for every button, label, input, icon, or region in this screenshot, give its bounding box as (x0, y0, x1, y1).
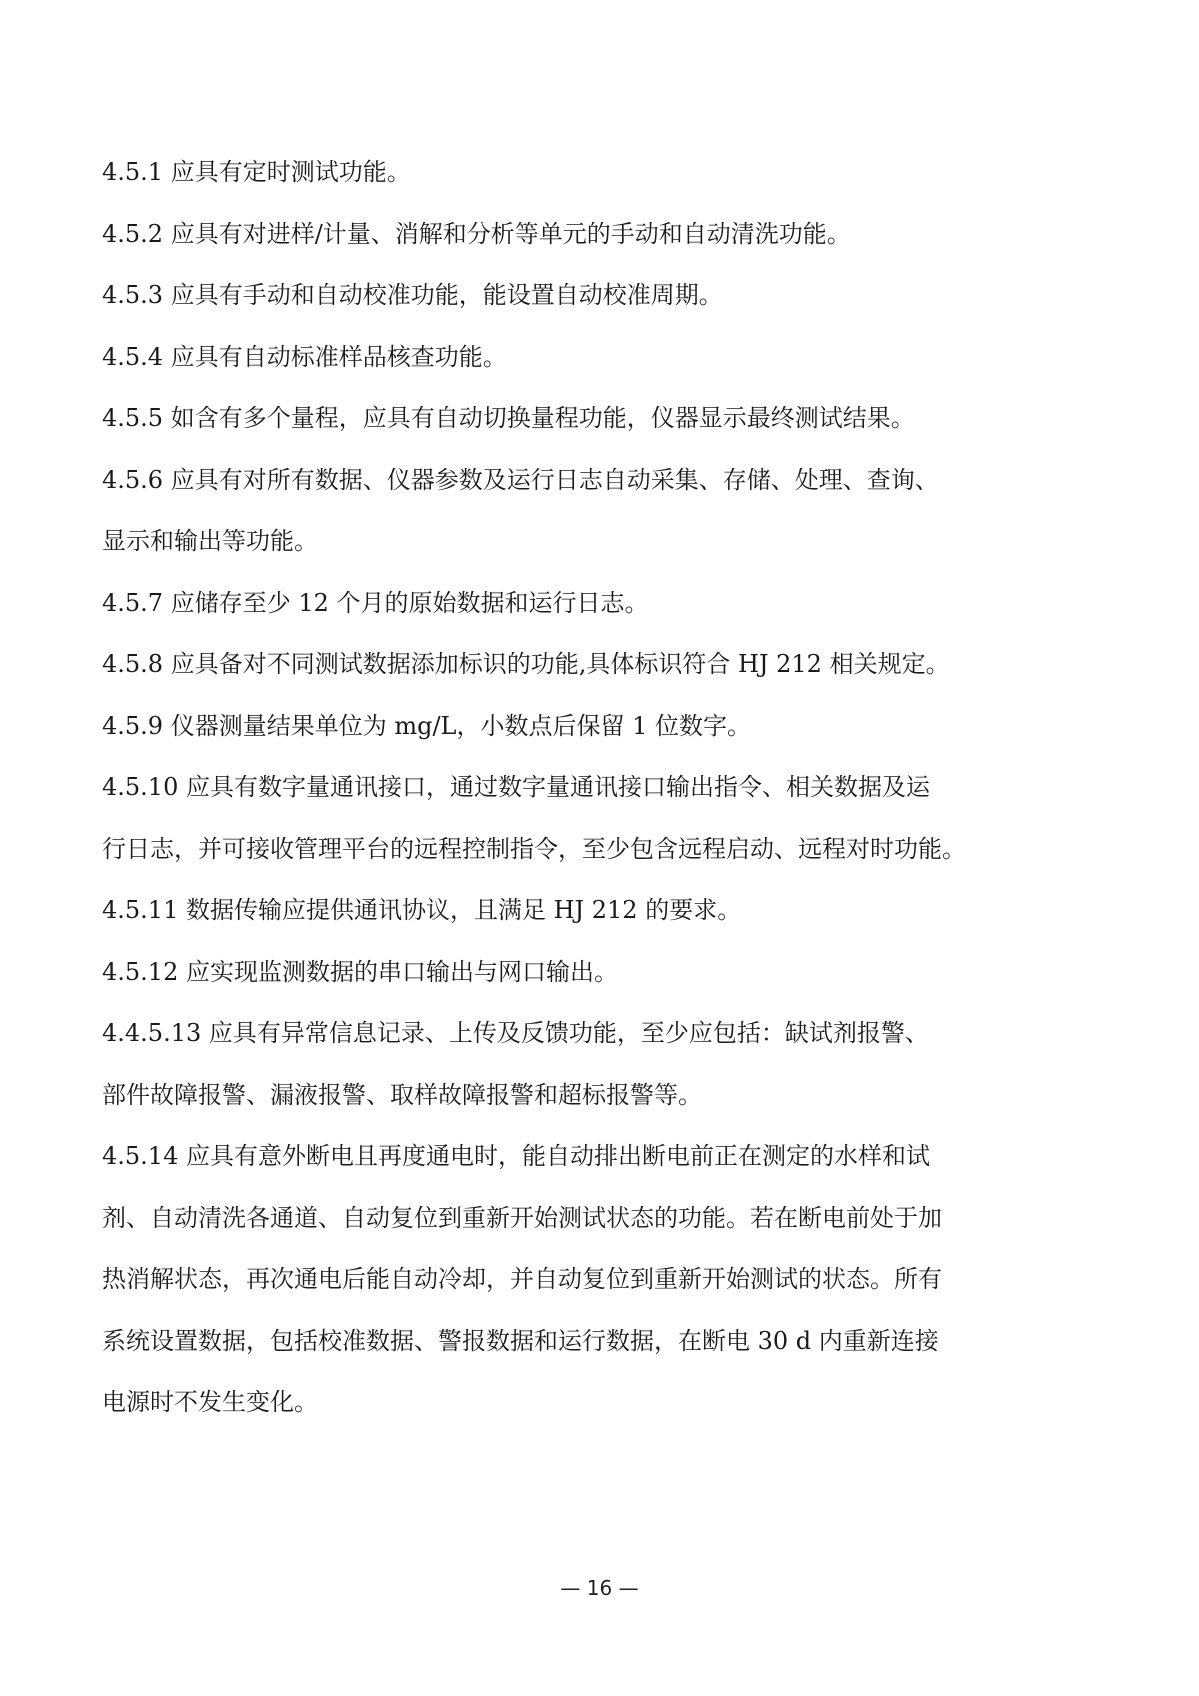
text-line: 4.5.2 应具有对进样/计量、消解和分析等单元的手动和自动清洗功能。 (102, 219, 851, 248)
text-line: 4.5.7 应储存至少 12 个月的原始数据和运行日志。 (102, 588, 649, 617)
text-line: 4.5.9 仪器测量结果单位为 mg/L，小数点后保留 1 位数字。 (102, 711, 751, 740)
text-line: 4.5.5 如含有多个量程，应具有自动切换量程功能，仪器显示最终测试结果。 (102, 404, 915, 432)
page-number: — 16 — (560, 1576, 639, 1600)
text-line: 剂、自动清洗各通道、自动复位到重新开始测试状态的功能。若在断电前处于加 (102, 1203, 942, 1232)
text-line: 系统设置数据，包括校准数据、警报数据和运行数据，在断电 30 d 内重新连接 (102, 1326, 939, 1355)
text-line: 4.5.4 应具有自动标准样品核查功能。 (102, 342, 507, 371)
text-line: 行日志，并可接收管理平台的远程控制指令，至少包含远程启动、远程对时功能。 (102, 834, 966, 863)
text-line: 部件故障报警、漏液报警、取样故障报警和超标报警等。 (102, 1080, 702, 1109)
text-line: 显示和输出等功能。 (102, 527, 318, 555)
text-line: 4.5.10 应具有数字量通讯接口，通过数字量通讯接口输出指令、相关数据及运 (102, 773, 930, 801)
text-line: 4.5.8 应具备对不同测试数据添加标识的功能,具体标识符合 HJ 212 相关规定。 (102, 650, 950, 678)
text-line: 4.5.6 应具有对所有数据、仪器参数及运行日志自动采集、存储、处理、查询、 (102, 465, 939, 494)
text-line: 4.5.12 应实现监测数据的串口输出与网口输出。 (102, 957, 618, 986)
text-line: 4.4.5.13 应具有异常信息记录、上传及反馈功能，至少应包括：缺试剂报警、 (102, 1019, 929, 1047)
text-line: 4.5.1 应具有定时测试功能。 (102, 158, 411, 186)
document-body (102, 142, 1092, 1434)
text-line: 4.5.11 数据传输应提供通讯协议，且满足 HJ 212 的要求。 (102, 896, 742, 924)
text-line: 4.5.14 应具有意外断电且再度通电时，能自动排出断电前正在测定的水样和试 (102, 1142, 930, 1170)
text-line: 4.5.3 应具有手动和自动校准功能，能设置自动校准周期。 (102, 281, 723, 309)
text-line: 电源时不发生变化。 (102, 1388, 318, 1416)
text-line: 热消解状态，再次通电后能自动冷却，并自动复位到重新开始测试的状态。所有 (102, 1265, 942, 1293)
